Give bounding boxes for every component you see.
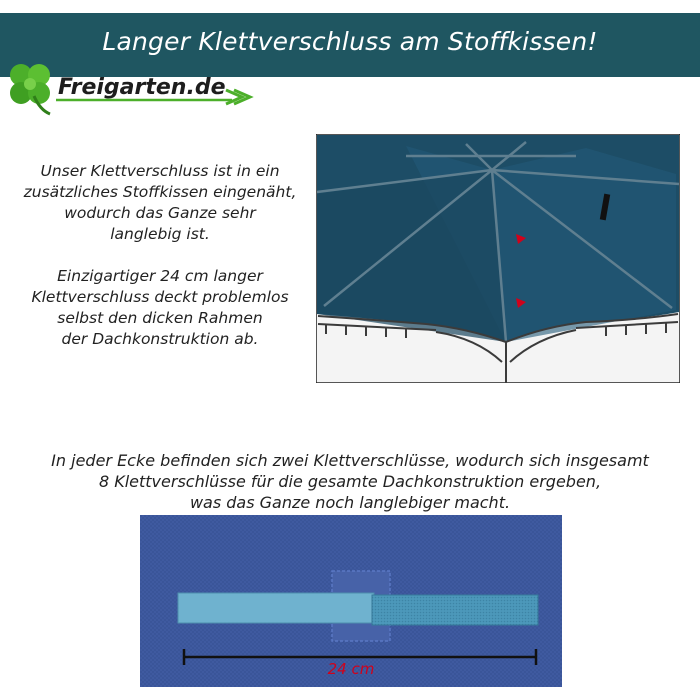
logo-text: Freigarten.de (58, 75, 226, 100)
text-line: was das Ganze noch langlebiger macht. (189, 493, 511, 512)
text-line: wodurch das Ganze sehr (64, 204, 256, 222)
text-line: Klettverschluss deckt problemlos (31, 288, 289, 306)
text-line: Einzigartiger 24 cm langer (57, 267, 263, 285)
corners-paragraph (40, 450, 660, 513)
banner-title: Langer Klettverschluss am Stoffkissen! (102, 27, 598, 56)
canopy-photo (316, 134, 680, 383)
text-line: der Dachkonstruktion ab. (61, 330, 259, 348)
intro-paragraph-1 (0, 161, 320, 245)
text-line: langlebig ist. (110, 225, 210, 243)
intro-paragraph-2 (0, 266, 320, 350)
text-line: In jeder Ecke befinden sich zwei Klettverschlüsse, wodurch sich insgesamt (51, 451, 649, 470)
text-line: zusätzliches Stoffkissen eingenäht, (23, 183, 297, 201)
measure-label: 24 cm (327, 660, 375, 678)
text-line: selbst den dicken Rahmen (57, 309, 263, 327)
text-line: 8 Klettverschlüsse für die gesamte Dachkonstruktion ergeben, (98, 472, 602, 491)
text-line: Unser Klettverschluss ist in ein (40, 162, 280, 180)
